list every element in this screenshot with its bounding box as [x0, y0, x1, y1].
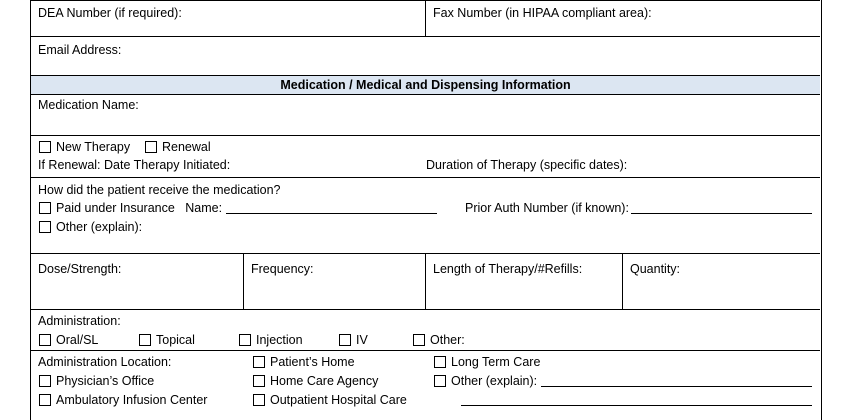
- fax-number-label: Fax Number (in HIPAA compliant area):: [433, 6, 652, 20]
- long-term-care-checkbox[interactable]: [434, 356, 446, 368]
- section-header: [31, 75, 820, 95]
- home-care-agency-label: Home Care Agency: [270, 374, 379, 388]
- renewal-label: Renewal: [162, 140, 211, 154]
- outpatient-hospital-checkbox[interactable]: [253, 394, 265, 406]
- medication-name-label: Medication Name:: [38, 98, 139, 112]
- prior-auth-input[interactable]: [631, 213, 812, 214]
- oral-sl-checkbox[interactable]: [39, 334, 51, 346]
- duration-of-therapy-label: Duration of Therapy (specific dates):: [426, 158, 628, 172]
- new-therapy-label: New Therapy: [56, 140, 131, 154]
- divider: [425, 0, 426, 36]
- patients-home-label: Patient’s Home: [270, 355, 355, 369]
- topical-checkbox[interactable]: [139, 334, 151, 346]
- injection-checkbox[interactable]: [239, 334, 251, 346]
- date-therapy-initiated-label: If Renewal: Date Therapy Initiated:: [38, 158, 231, 172]
- paid-insurance-label: Paid under Insurance Name:: [56, 201, 223, 215]
- medication-name-field[interactable]: [38, 98, 139, 112]
- iv-label: IV: [356, 333, 368, 347]
- oral-sl-label: Oral/SL: [56, 333, 99, 347]
- length-of-therapy-label: Length of Therapy/#Refills:: [433, 262, 583, 276]
- receipt-question: How did the patient receive the medication?: [38, 183, 281, 197]
- divider: [30, 135, 820, 136]
- topical-label: Topical: [156, 333, 195, 347]
- home-care-agency-checkbox[interactable]: [253, 375, 265, 387]
- quantity-field[interactable]: [630, 262, 680, 276]
- divider: [30, 36, 820, 37]
- section-title: Medication / Medical and Dispensing Information: [280, 78, 571, 92]
- ambulatory-infusion-checkbox[interactable]: [39, 394, 51, 406]
- iv-checkbox[interactable]: [339, 334, 351, 346]
- administration-label: Administration:: [38, 314, 121, 328]
- other-administration-label: Other:: [430, 333, 465, 347]
- divider: [30, 350, 820, 351]
- physicians-office-checkbox[interactable]: [39, 375, 51, 387]
- frequency-field[interactable]: [251, 262, 314, 276]
- dea-number-label: DEA Number (if required):: [38, 6, 182, 20]
- new-therapy-checkbox[interactable]: [39, 141, 51, 153]
- dose-strength-field[interactable]: [38, 262, 121, 276]
- quantity-label: Quantity:: [630, 262, 681, 276]
- physicians-office-label: Physician’s Office: [56, 374, 155, 388]
- divider: [30, 177, 820, 178]
- other-location-checkbox[interactable]: [434, 375, 446, 387]
- patients-home-checkbox[interactable]: [253, 356, 265, 368]
- other-location-label: Other (explain):: [451, 374, 538, 388]
- divider: [243, 253, 244, 309]
- long-term-care-label: Long Term Care: [451, 355, 541, 369]
- dea-number-field[interactable]: [38, 6, 182, 20]
- other-location-input[interactable]: [541, 386, 812, 387]
- insurance-name-input[interactable]: [226, 213, 437, 214]
- injection-label: Injection: [256, 333, 303, 347]
- outpatient-hospital-label: Outpatient Hospital Care: [270, 393, 407, 407]
- ambulatory-infusion-label: Ambulatory Infusion Center: [56, 393, 208, 407]
- length-of-therapy-field[interactable]: [433, 262, 582, 276]
- other-location-input-line-2[interactable]: [461, 405, 812, 406]
- administration-location-label: Administration Location:: [38, 355, 172, 369]
- divider: [622, 253, 623, 309]
- other-receipt-checkbox[interactable]: [39, 221, 51, 233]
- email-field[interactable]: [38, 43, 121, 57]
- paid-insurance-checkbox[interactable]: [39, 202, 51, 214]
- email-label: Email Address:: [38, 43, 122, 57]
- renewal-checkbox[interactable]: [145, 141, 157, 153]
- frequency-label: Frequency:: [251, 262, 314, 276]
- other-receipt-label: Other (explain):: [56, 220, 143, 234]
- prior-auth-label: Prior Auth Number (if known):: [465, 201, 629, 215]
- dose-strength-label: Dose/Strength:: [38, 262, 122, 276]
- fax-number-field[interactable]: [433, 6, 652, 20]
- other-administration-checkbox[interactable]: [413, 334, 425, 346]
- divider: [425, 253, 426, 309]
- divider: [30, 309, 820, 310]
